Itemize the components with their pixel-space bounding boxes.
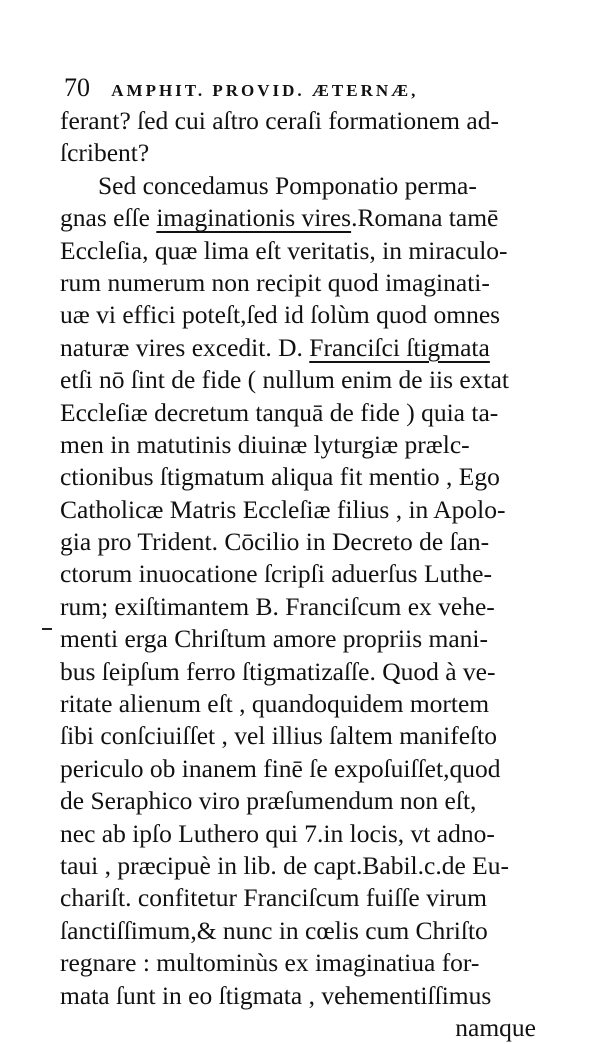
text-line: chariſt. confitetur Franciſcum fuiſſe virum xyxy=(60,883,487,913)
underlined-phrase: Franciſci ſtigmata xyxy=(309,332,490,362)
text-line: bus ſeipſum ferro ſtigmatizaſſe. Quod à ve- xyxy=(60,656,496,686)
text-line: Eccleſiæ decretum tanquā de fide ) quia ta- xyxy=(60,397,499,427)
text-line: Eccleſia, quæ lima eſt veritatis, in miraculo- xyxy=(60,235,508,265)
text-line: rum numerum non recipit quod imaginati- xyxy=(60,267,490,297)
text-line: menti erga Chriſtum amore propriis mani- xyxy=(60,624,488,654)
text-line: men in matutinis diuinæ lyturgiæ prælc- xyxy=(60,429,470,459)
running-title: AMPHIT. PROVID. ÆTERNÆ, xyxy=(111,81,419,100)
underlined-phrase: imaginationis vires xyxy=(156,203,352,233)
margin-mark xyxy=(42,628,52,630)
text-line: nec ab ipſo Luthero qui 7.in locis, vt adno- xyxy=(60,818,495,848)
text-line: ſibi conſciuiſſet , vel illius ſaltem manifeſto xyxy=(60,721,497,751)
text-line: Catholicæ Matris Eccleſiæ filius , in Apolo- xyxy=(60,494,506,524)
text-line-underlined: gnas eſſe imaginationis vires.Romana tamē xyxy=(60,203,499,233)
text-line: uæ vi effici poteſt,ſed id ſolùm quod omnes xyxy=(60,300,501,330)
text-line: taui , præcipuè in lib. de capt.Babil.c.de Eu- xyxy=(60,850,509,880)
text-line: ſcribent? xyxy=(60,138,150,168)
text-line: gia pro Trident. Cōcilio in Decreto de ſan- xyxy=(60,527,490,557)
text-line: rum; exiſtimantem B. Franciſcum ex vehe- xyxy=(60,591,495,621)
body-text xyxy=(60,105,540,1044)
text-line: ctionibus ſtigmatum aliqua fit mentio , Ego xyxy=(60,462,500,492)
text-line: ferant? ſed cui aſtro ceraſi formationem ad- xyxy=(60,106,499,135)
page-number: 70 xyxy=(64,73,90,102)
text-line: ctorum inuocatione ſcripſi aduerſus Luthe- xyxy=(60,559,492,589)
running-head xyxy=(64,70,534,106)
catchword: namque xyxy=(455,1012,536,1042)
text-line-underlined: naturæ vires excedit. D. Franciſci ſtigmata xyxy=(60,332,490,362)
text-line: mata ſunt in eo ſtigmata , vehementiſſimus xyxy=(60,980,492,1010)
text-line: ritate alienum eſt , quandoquidem mortem xyxy=(60,689,490,719)
paragraph-start-line: Sed concedamus Pomponatio perma- xyxy=(98,170,477,200)
text-line: regnare : multominùs ex imaginatiua for- xyxy=(60,948,480,978)
text-line: de Seraphico viro præſumendum non eſt, xyxy=(60,786,477,816)
text-line: periculo ob inanem finē ſe expoſuiſſet,quod xyxy=(60,753,501,783)
text-line: ſanctiſſimum,& nunc in cœlis cum Chriſto xyxy=(60,915,488,945)
text-line: etſi nō ſint de fide ( nullum enim de iis extat xyxy=(60,365,509,395)
